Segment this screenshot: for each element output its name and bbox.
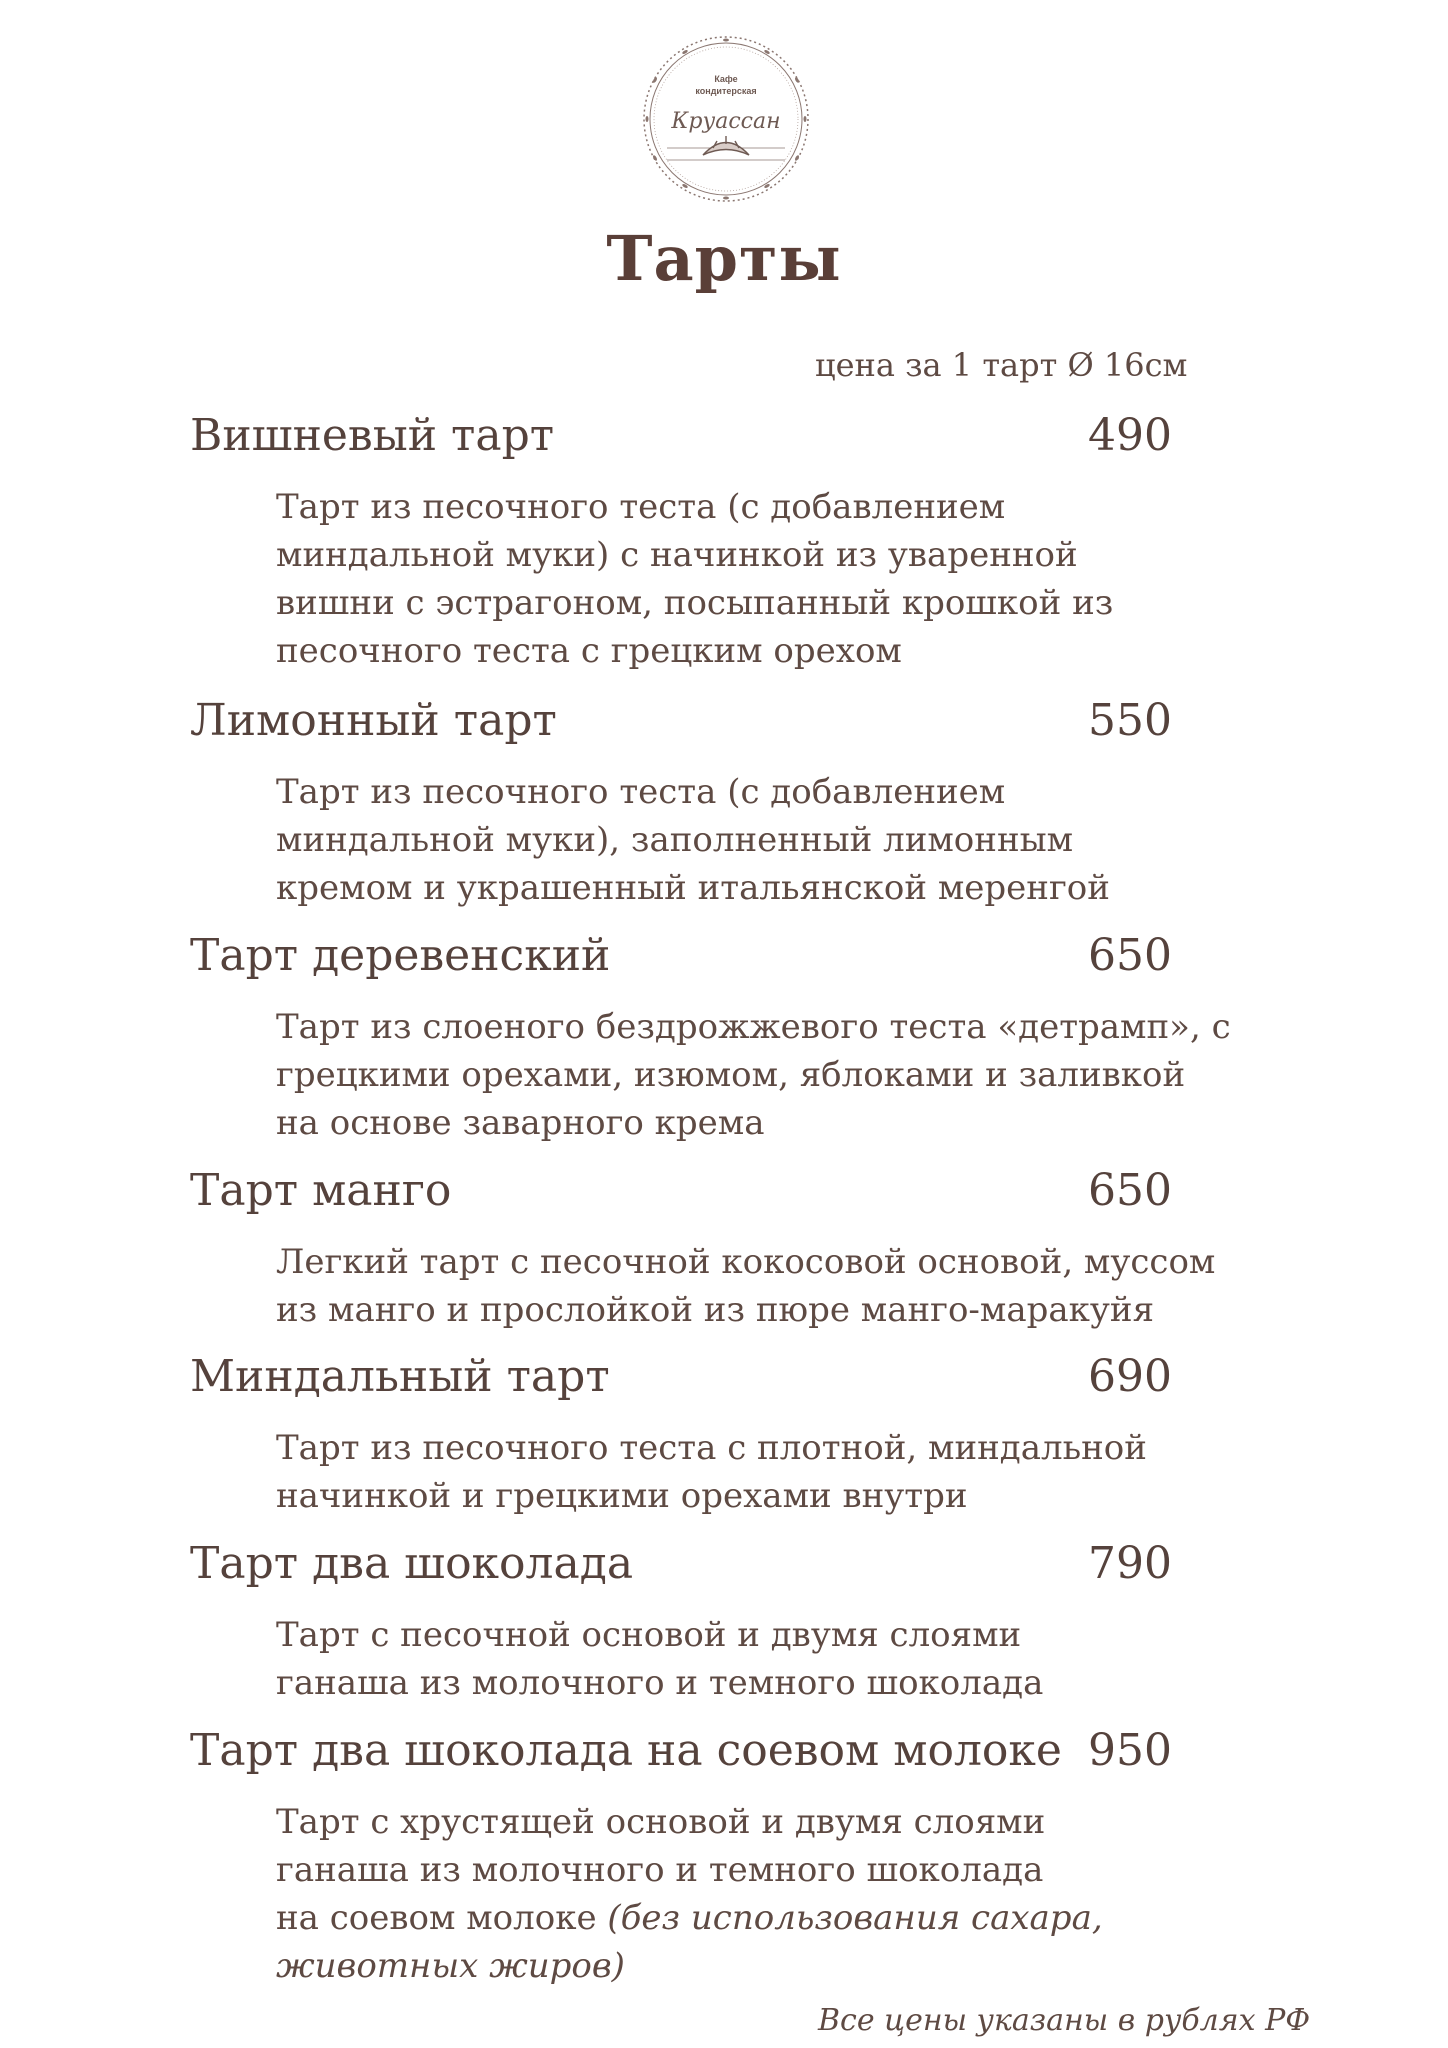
description-line: ганаша из молочного и темного шоколада [276,1663,1044,1703]
description-line: Легкий тарт с песочной кокосовой основой, муссом [276,1242,1216,1282]
item-price: 650 [1088,930,1172,981]
item-price: 950 [1088,1725,1172,1776]
item-price: 790 [1088,1538,1172,1589]
description-line: миндальной муки) с начинкой из уваренной [276,535,1078,575]
item-name: Тарт два шоколада на соевом молоке [190,1725,1062,1776]
item-price: 550 [1088,695,1172,746]
description-text: на соевом молоке [276,1898,597,1938]
description-line: Тарт из песочного теста (с добавлением [276,772,1006,812]
item-price: 690 [1088,1351,1172,1402]
item-name: Тарт два шоколада [190,1538,634,1589]
item-description [276,1798,1276,1990]
description-line: вишни с эстрагоном, посыпанный крошкой из [276,583,1114,623]
description-line: грецкими орехами, изюмом, яблоками и заливкой [276,1055,1186,1095]
description-line: на основе заварного крема [276,1103,765,1143]
description-line [276,1894,1276,1942]
item-description [276,1238,1276,1334]
item-description [276,768,1276,912]
description-line: Тарт из слоеного бездрожжевого теста «детрамп», с [276,1007,1231,1047]
description-line: миндальной муки), заполненный лимонным [276,820,1074,860]
price-footnote: Все цены указаны в рублях РФ [818,2003,1311,2038]
item-name: Вишневый тарт [190,410,555,461]
description-note: животных жиров) [276,1946,625,1986]
page-title: Тарты [606,222,842,295]
croissant-icon [703,136,749,155]
item-price: 490 [1088,410,1172,461]
description-line: песочного теста с грецким орехом [276,631,902,671]
item-description [276,1611,1276,1707]
description-line: Тарт с хрустящей основой и двумя слоями [276,1802,1046,1842]
item-name: Миндальный тарт [190,1351,610,1402]
description-note: (без использования сахара, [607,1898,1103,1938]
logo-line1: Кафе [714,74,738,84]
logo-brand: Круассан [671,109,781,134]
description-line: ганаша из молочного и темного шоколада [276,1850,1044,1890]
description-line: из манго и прослойкой из пюре манго-маракуйя [276,1290,1155,1330]
price-note: цена за 1 тарт Ø 16см [815,346,1188,384]
item-price: 650 [1088,1165,1172,1216]
item-name: Тарт манго [190,1165,452,1216]
description-line: Тарт из песочного теста (с добавлением [276,487,1006,527]
item-description [276,1424,1276,1520]
description-line: Тарт с песочной основой и двумя слоями [276,1615,1022,1655]
item-description [276,483,1276,675]
item-name: Тарт деревенский [190,930,611,981]
item-description [276,1003,1276,1147]
cafe-logo [637,30,815,208]
description-line: начинкой и грецкими орехами внутри [276,1476,968,1516]
description-line: кремом и украшенный итальянской меренгой [276,868,1110,908]
description-line: Тарт из песочного теста с плотной, миндальной [276,1428,1147,1468]
logo-line2: кондитерская [695,86,757,96]
item-name: Лимонный тарт [190,695,557,746]
